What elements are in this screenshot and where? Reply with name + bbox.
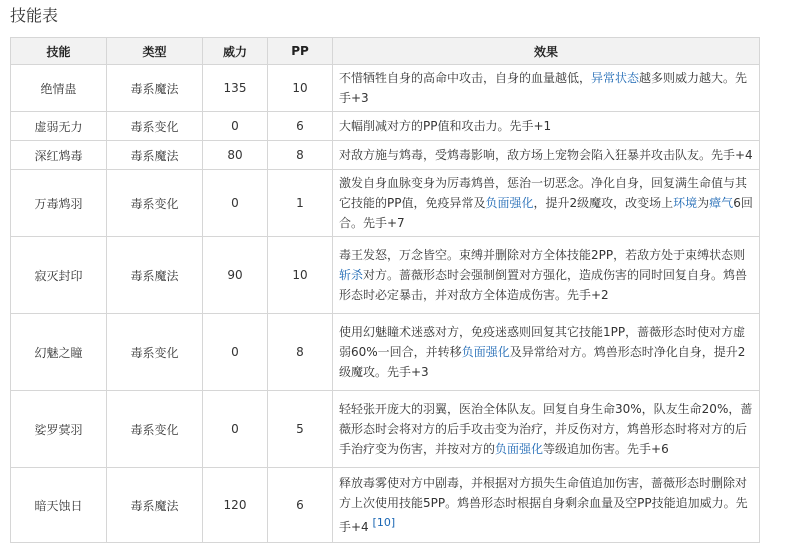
skill-power-cell: 0 xyxy=(203,314,268,391)
skill-type-cell: 毒系魔法 xyxy=(107,141,203,170)
skill-effect-cell xyxy=(333,468,760,543)
skill-power-cell: 0 xyxy=(203,391,268,468)
table-header-row xyxy=(11,38,760,65)
effect-text: 使用幻魅瞳术迷惑对方，免疫迷惑则回复其它技能1PP，蔷薇形态时使对方虚弱60%一回合，并转移 xyxy=(339,325,746,359)
effect-link[interactable]: 负面强化 xyxy=(485,196,534,210)
skills-table xyxy=(10,37,760,543)
col-header-type: 类型 xyxy=(107,38,203,65)
skill-effect-cell xyxy=(333,141,760,170)
skill-pp-cell: 10 xyxy=(268,237,333,314)
skill-name-cell: 绝情蛊 xyxy=(11,65,107,112)
skill-type-cell: 毒系变化 xyxy=(107,170,203,237)
skill-power-cell: 80 xyxy=(203,141,268,170)
skill-effect-cell xyxy=(333,170,760,237)
effect-text: 不惜牺牲自身的高命中攻击，自身的血量越低， xyxy=(339,71,592,85)
skill-name-cell: 深红鸩毒 xyxy=(11,141,107,170)
table-row xyxy=(11,468,760,543)
skill-name-cell: 暗天蚀日 xyxy=(11,468,107,543)
skill-effect-cell xyxy=(333,314,760,391)
effect-link[interactable]: 环境 xyxy=(673,196,698,210)
effect-text: 大幅削减对方的PP值和攻击力。先手+1 xyxy=(339,119,552,133)
effect-link[interactable]: 瘴气 xyxy=(709,196,734,210)
effect-text: 及异常给对方。鸩兽形态时净化自身，提升2级魔攻。先手+3 xyxy=(339,345,746,379)
skill-power-cell: 120 xyxy=(203,468,268,543)
skill-type-cell: 毒系魔法 xyxy=(107,65,203,112)
table-row xyxy=(11,237,760,314)
effect-text: 为 xyxy=(697,196,710,210)
effect-text: 毒王发怒，万念皆空。束缚并删除对方全体技能2PP，若敌方处于束缚状态则 xyxy=(339,248,746,262)
skill-name-cell: 娑罗蓂羽 xyxy=(11,391,107,468)
skill-pp-cell: 8 xyxy=(268,141,333,170)
effect-link[interactable]: 异常状态 xyxy=(591,71,640,85)
skill-pp-cell: 8 xyxy=(268,314,333,391)
effect-text: ，提升2级魔攻，改变场上 xyxy=(533,196,674,210)
skill-effect-cell xyxy=(333,112,760,141)
skill-effect-cell xyxy=(333,391,760,468)
skill-pp-cell: 10 xyxy=(268,65,333,112)
effect-text: 对方。蔷薇形态时会强制倒置对方强化，造成伤害的同时回复自身。鸩兽形态时必定暴击，并对敌方全体造成伤害。先手+2 xyxy=(339,268,748,302)
skill-pp-cell: 6 xyxy=(268,468,333,543)
effect-text: 激发自身血脉变身为厉毒鸩兽，惩治一切恶念。净化自身，回复满生命值与其它技能的PP值，免疫异常及 xyxy=(339,176,748,210)
skill-power-cell: 135 xyxy=(203,65,268,112)
skill-name-cell: 幻魅之瞳 xyxy=(11,314,107,391)
skill-type-cell: 毒系魔法 xyxy=(107,237,203,314)
skill-pp-cell: 5 xyxy=(268,391,333,468)
table-row xyxy=(11,112,760,141)
col-header-pp: PP xyxy=(268,38,333,65)
skill-type-cell: 毒系魔法 xyxy=(107,468,203,543)
skill-name-cell: 虚弱无力 xyxy=(11,112,107,141)
page-title: 技能表 xyxy=(10,6,59,25)
effect-text: 释放毒雾使对方中剧毒，并根据对方损失生命值追加伤害，蔷薇形态时删除对方上次使用技能5PP。鸩兽形态时根据自身剩余血量及空PP技能追加威力。先手+4 xyxy=(339,476,748,534)
skill-name-cell: 万毒鸩羽 xyxy=(11,170,107,237)
skill-power-cell: 90 xyxy=(203,237,268,314)
effect-text: 6回合。先手+7 xyxy=(339,196,753,230)
effect-text: 等级追加伤害。先手+6 xyxy=(543,442,669,456)
skill-power-cell: 0 xyxy=(203,112,268,141)
effect-text: 轻轻张开庞大的羽翼，医治全体队友。回复自身生命30%，队友生命20%，蔷薇形态时会将对方的后手攻击变为治疗，并反伤对方，鸩兽形态时将对方的后手治疗变为伤害，并按对方的 xyxy=(339,402,753,456)
skill-type-cell: 毒系变化 xyxy=(107,391,203,468)
table-row xyxy=(11,314,760,391)
skill-effect-cell xyxy=(333,65,760,112)
skill-pp-cell: 1 xyxy=(268,170,333,237)
col-header-skill: 技能 xyxy=(11,38,107,65)
reference-link[interactable]: [10] xyxy=(372,516,396,529)
effect-link[interactable]: 负面强化 xyxy=(461,345,510,359)
table-row xyxy=(11,141,760,170)
skill-power-cell: 0 xyxy=(203,170,268,237)
effect-text: 对敌方施与鸩毒，受鸩毒影响，敌方场上宠物会陷入狂暴并攻击队友。先手+4 xyxy=(339,148,753,162)
skill-effect-cell xyxy=(333,237,760,314)
effect-link[interactable]: 斩杀 xyxy=(339,268,364,282)
skill-name-cell: 寂灭封印 xyxy=(11,237,107,314)
table-row xyxy=(11,170,760,237)
table-row xyxy=(11,391,760,468)
skill-pp-cell: 6 xyxy=(268,112,333,141)
table-row xyxy=(11,65,760,112)
skill-type-cell: 毒系变化 xyxy=(107,112,203,141)
effect-link[interactable]: 负面强化 xyxy=(495,442,544,456)
skill-type-cell: 毒系变化 xyxy=(107,314,203,391)
effect-text: 越多则威力越大。先手+3 xyxy=(339,71,748,105)
col-header-power: 威力 xyxy=(203,38,268,65)
col-header-effect: 效果 xyxy=(333,38,760,65)
